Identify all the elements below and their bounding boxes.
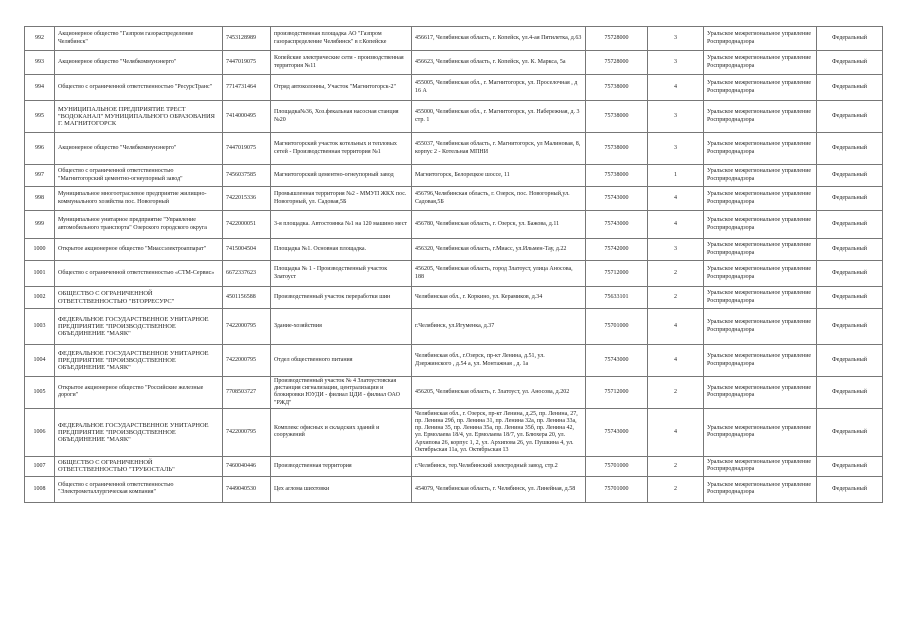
row-number: 999 (25, 211, 55, 239)
table-row (25, 456, 883, 476)
supervising-authority: Уральское межрегиональное управление Росприроднадзора (704, 165, 817, 187)
okato-code: 75633101 (586, 287, 648, 309)
table-row (25, 377, 883, 409)
row-number: 997 (25, 165, 55, 187)
object-category: 4 (648, 408, 704, 456)
object-category: 4 (648, 309, 704, 345)
row-number: 1005 (25, 377, 55, 409)
organization-name: ФЕДЕРАЛЬНОЕ ГОСУДАРСТВЕННОЕ УНИТАРНОЕ ПРЕДПРИЯТИЕ "ПРОИЗВОДСТВЕННОЕ ОБЪЕДИНЕНИЕ "МАЯК" (55, 408, 223, 456)
supervision-level: Федеральный (817, 377, 883, 409)
okato-code: 75728000 (586, 27, 648, 51)
row-number: 1001 (25, 261, 55, 287)
row-number: 1003 (25, 309, 55, 345)
supervising-authority: Уральское межрегиональное управление Росприроднадзора (704, 261, 817, 287)
row-number: 1004 (25, 345, 55, 377)
inn-value: 7449040530 (223, 476, 271, 502)
supervising-authority: Уральское межрегиональное управление Росприроднадзора (704, 377, 817, 409)
supervising-authority: Уральское межрегиональное управление Росприроднадзора (704, 211, 817, 239)
organization-name: ОБЩЕСТВО С ОГРАНИЧЕННОЙ ОТВЕТСТВЕННОСТЬЮ "ТРУБОСТАЛЬ" (55, 456, 223, 476)
object-category: 3 (648, 51, 704, 75)
supervising-authority: Уральское межрегиональное управление Росприроднадзора (704, 101, 817, 133)
okato-code: 75728000 (586, 51, 648, 75)
supervision-level: Федеральный (817, 211, 883, 239)
okato-code: 75738000 (586, 101, 648, 133)
okato-code: 75743000 (586, 187, 648, 211)
organization-name: Акционерное общество "Челябкоммунэнерго" (55, 133, 223, 165)
table-row (25, 345, 883, 377)
object-address: 455005, Челябинская обл., г. Магнитогорск, ул. Проселочная , д 16 А (412, 75, 586, 101)
okato-code: 75701000 (586, 309, 648, 345)
object-address: 456320, Челябинская область, г.Миасс, ул.Ильмен-Тау, д.22 (412, 239, 586, 261)
okato-code: 75738000 (586, 133, 648, 165)
object-category: 3 (648, 101, 704, 133)
object-address: 456205, Челябинская область, город Златоуст, улица Аносова, 188 (412, 261, 586, 287)
supervision-level: Федеральный (817, 101, 883, 133)
inn-value: 7422000795 (223, 408, 271, 456)
row-number: 998 (25, 187, 55, 211)
organization-name: Общество с ограниченной ответственностью "РесурсТранс" (55, 75, 223, 101)
organization-name: Открытое акционерное общество "Российские железные дороги" (55, 377, 223, 409)
object-category: 2 (648, 456, 704, 476)
object-address: 455000, Челябинская обл., г. Магнитогорск, ул. Набережная, д. 3 стр. 1 (412, 101, 586, 133)
object-name: Площадка№36, Хоз.фекальная насосная станция №20 (271, 101, 412, 133)
supervising-authority: Уральское межрегиональное управление Росприроднадзора (704, 287, 817, 309)
object-name: Копейские электрические сети - производственная территория №11 (271, 51, 412, 75)
object-address: 454079, Челябинская область, г. Челябинск, ул. Линейная, д.58 (412, 476, 586, 502)
supervision-level: Федеральный (817, 456, 883, 476)
row-number: 1000 (25, 239, 55, 261)
supervision-level: Федеральный (817, 239, 883, 261)
supervising-authority: Уральское межрегиональное управление Росприроднадзора (704, 309, 817, 345)
okato-code: 75738000 (586, 165, 648, 187)
object-name: Здание-хозяйствия (271, 309, 412, 345)
organization-name: Общество с ограниченной ответственностью «СТМ-Сервис» (55, 261, 223, 287)
inn-value: 7422000795 (223, 309, 271, 345)
supervising-authority: Уральское межрегиональное управление Росприроднадзора (704, 27, 817, 51)
supervision-level: Федеральный (817, 287, 883, 309)
object-name: Площадка №1. Основная площадка. (271, 239, 412, 261)
organization-name: ФЕДЕРАЛЬНОЕ ГОСУДАРСТВЕННОЕ УНИТАРНОЕ ПРЕДПРИЯТИЕ "ПРОИЗВОДСТВЕННОЕ ОБЪЕДИНЕНИЕ "МАЯК" (55, 345, 223, 377)
organization-name: ОБЩЕСТВО С ОГРАНИЧЕННОЙ ОТВЕТСТВЕННОСТЬЮ "ВТОРРЕСУРС" (55, 287, 223, 309)
okato-code: 75738000 (586, 75, 648, 101)
object-category: 4 (648, 211, 704, 239)
row-number: 995 (25, 101, 55, 133)
okato-code: 75701000 (586, 456, 648, 476)
inn-value: 7422000051 (223, 211, 271, 239)
object-address: г.Челябинск, ул.Игуменка, д.37 (412, 309, 586, 345)
organization-name: ФЕДЕРАЛЬНОЕ ГОСУДАРСТВЕННОЕ УНИТАРНОЕ ПРЕДПРИЯТИЕ "ПРОИЗВОДСТВЕННОЕ ОБЪЕДИНЕНИЕ "МАЯК" (55, 309, 223, 345)
object-name: Магнитогорский цементно-огнеупорный завод (271, 165, 412, 187)
row-number: 992 (25, 27, 55, 51)
supervision-level: Федеральный (817, 261, 883, 287)
object-category: 4 (648, 75, 704, 101)
row-number: 1008 (25, 476, 55, 502)
table-row (25, 51, 883, 75)
object-address: Челябинская обл., г. Озерск, пр-кт Ленина, д.25, пр. Ленина, 27, пр. Ленина 29б, пр. Ленина 31, пр. Ленина 32а, пр. Ленина 33а, пр. Ленина 35, пр. Ленина 35а, пр. Ленина 35б, пр. Ленина 42, ул. Ермолаева 18/4, ул. Ермолаева 18/7, ул. Блюхера 20, ул. Архипова 26, корпус 1, 2, ул. Архипова 26, ул. Пушкина 4, ул. Октябрьская 11а, ул. Октябрьская 13 (412, 408, 586, 456)
organization-name: Общество с ограниченной ответственностью "Электрометаллургическая компания" (55, 476, 223, 502)
object-category: 4 (648, 345, 704, 377)
registry-sheet (24, 26, 882, 503)
okato-code: 75743000 (586, 408, 648, 456)
supervision-level: Федеральный (817, 75, 883, 101)
supervising-authority: Уральское межрегиональное управление Росприроднадзора (704, 345, 817, 377)
object-name: Производственный участок переработки шин (271, 287, 412, 309)
table-row (25, 408, 883, 456)
object-category: 3 (648, 27, 704, 51)
supervising-authority: Уральское межрегиональное управление Росприроднадзора (704, 408, 817, 456)
supervising-authority: Уральское межрегиональное управление Росприроднадзора (704, 476, 817, 502)
object-name: Производственный участок № 4 Златоустовская дистанция сигнализации, централизации и блокировки ЮУДИ - филиал ЦДИ - филиал ОАО "РЖД" (271, 377, 412, 409)
object-name: Комплекс офисных и складских зданий и сооружений (271, 408, 412, 456)
object-name: Цех аглома шихтовки (271, 476, 412, 502)
inn-value: 7415004504 (223, 239, 271, 261)
object-name: 3-я площадка. Автостоянка №1 на 120 машино мест (271, 211, 412, 239)
okato-code: 75742000 (586, 239, 648, 261)
organization-name: Муниципальное многоотраслевое предприятие жилищно-коммунального хозяйства пос. Новогорный (55, 187, 223, 211)
object-category: 1 (648, 165, 704, 187)
row-number: 994 (25, 75, 55, 101)
table-row (25, 165, 883, 187)
inn-value: 4501156588 (223, 287, 271, 309)
inn-value: 7447019075 (223, 133, 271, 165)
object-name: Магнитогорский участок котельных и тепловых сетей - Производственная территория №1 (271, 133, 412, 165)
okato-code: 75712000 (586, 377, 648, 409)
supervision-level: Федеральный (817, 51, 883, 75)
object-address: 455037, Челябинская область, г. Магнитогорск, ул Малиновая, 8, корпус 2 - Котельная МПНИ (412, 133, 586, 165)
object-address: 456796,Челябинская область, г. Озерск, пос. Новогорный,ул. Садовая,5Б (412, 187, 586, 211)
table-row (25, 309, 883, 345)
organization-name: Муниципальное унитарное предприятие "Управление автомобильного транспорта" Озерского городского округа (55, 211, 223, 239)
row-number: 1006 (25, 408, 55, 456)
table-row (25, 133, 883, 165)
supervision-level: Федеральный (817, 187, 883, 211)
supervising-authority: Уральское межрегиональное управление Росприроднадзора (704, 456, 817, 476)
object-name: Промышленная территория №2 - ММУП ЖКХ пос. Новогорный, ул. Садовая,5Б (271, 187, 412, 211)
organization-name: Открытое акционерное общество "Миассэлектроаппарат" (55, 239, 223, 261)
organization-name: Акционерное общество "Газпром газораспределение Челябинск" (55, 27, 223, 51)
row-number: 1007 (25, 456, 55, 476)
inn-value: 6672337623 (223, 261, 271, 287)
inn-value: 7714731464 (223, 75, 271, 101)
supervision-level: Федеральный (817, 133, 883, 165)
supervision-level: Федеральный (817, 408, 883, 456)
object-category: 3 (648, 239, 704, 261)
supervising-authority: Уральское межрегиональное управление Росприроднадзора (704, 75, 817, 101)
object-category: 4 (648, 187, 704, 211)
table-row (25, 27, 883, 51)
object-address: г.Челябинск, тер.Челябинский электродный завод, стр.2 (412, 456, 586, 476)
object-name: производственная площадка АО "Газпром газораспределение Челябинск" в г.Копейске (271, 27, 412, 51)
object-address: 456617, Челябинская область, г. Копейск, ул.4-ая Пятилетка, д.63 (412, 27, 586, 51)
registry-rows (25, 27, 883, 503)
inn-value: 7453128989 (223, 27, 271, 51)
object-name: Отдел общественного питания (271, 345, 412, 377)
inn-value: 7456037585 (223, 165, 271, 187)
object-name: Площадка № 1 - Производственный участок Златоуст (271, 261, 412, 287)
table-row (25, 239, 883, 261)
supervision-level: Федеральный (817, 165, 883, 187)
okato-code: 75701000 (586, 476, 648, 502)
supervising-authority: Уральское межрегиональное управление Росприроднадзора (704, 51, 817, 75)
object-address: Челябинская обл., г.Озерск, пр-кт Ленина, д.51, ул. Дзержинского , д.54 а, ул. Монтажная , д. 1а (412, 345, 586, 377)
supervision-level: Федеральный (817, 345, 883, 377)
object-name: Производственная территория (271, 456, 412, 476)
inn-value: 7422000795 (223, 345, 271, 377)
supervising-authority: Уральское межрегиональное управление Росприроднадзора (704, 187, 817, 211)
organization-name: Общество с ограниченной ответственностью "Магнитогорский цементно-огнеупорный завод" (55, 165, 223, 187)
supervision-level: Федеральный (817, 309, 883, 345)
object-category: 2 (648, 287, 704, 309)
object-address: 456623, Челябинская область, г. Копейск, ул. К. Маркса, 5а (412, 51, 586, 75)
object-address: Магнитогорск, Белорецкое шоссе, 11 (412, 165, 586, 187)
table-row (25, 187, 883, 211)
table-row (25, 101, 883, 133)
supervision-level: Федеральный (817, 27, 883, 51)
object-category: 2 (648, 377, 704, 409)
okato-code: 75712000 (586, 261, 648, 287)
table-row (25, 476, 883, 502)
inn-value: 7422015336 (223, 187, 271, 211)
supervising-authority: Уральское межрегиональное управление Росприроднадзора (704, 239, 817, 261)
registry-table (24, 26, 883, 503)
supervision-level: Федеральный (817, 476, 883, 502)
object-name: Отряд автоколонны, Участок "Магнитогорск-2" (271, 75, 412, 101)
inn-value: 7447019075 (223, 51, 271, 75)
okato-code: 75743000 (586, 345, 648, 377)
inn-value: 7414000495 (223, 101, 271, 133)
object-category: 2 (648, 476, 704, 502)
table-row (25, 287, 883, 309)
organization-name: Акционерное общество "Челябкоммунэнерго" (55, 51, 223, 75)
table-row (25, 261, 883, 287)
object-address: 456780, Челябинская область, г. Озерск, ул. Бажова, д.11 (412, 211, 586, 239)
row-number: 1002 (25, 287, 55, 309)
inn-value: 7708503727 (223, 377, 271, 409)
organization-name: МУНИЦИПАЛЬНОЕ ПРЕДПРИЯТИЕ ТРЕСТ "ВОДОКАНАЛ" МУНИЦИПАЛЬНОГО ОБРАЗОВАНИЯ Г. МАГНИТОГОРСК (55, 101, 223, 133)
object-category: 3 (648, 133, 704, 165)
object-address: Челябинская обл., г. Коркино, ул. Керамиков, д.34 (412, 287, 586, 309)
row-number: 996 (25, 133, 55, 165)
table-row (25, 75, 883, 101)
inn-value: 7460040446 (223, 456, 271, 476)
row-number: 993 (25, 51, 55, 75)
table-row (25, 211, 883, 239)
supervising-authority: Уральское межрегиональное управление Росприроднадзора (704, 133, 817, 165)
object-category: 2 (648, 261, 704, 287)
okato-code: 75743000 (586, 211, 648, 239)
object-address: 456205, Челябинская область, г. Златоуст, ул. Аносова, д.202 (412, 377, 586, 409)
